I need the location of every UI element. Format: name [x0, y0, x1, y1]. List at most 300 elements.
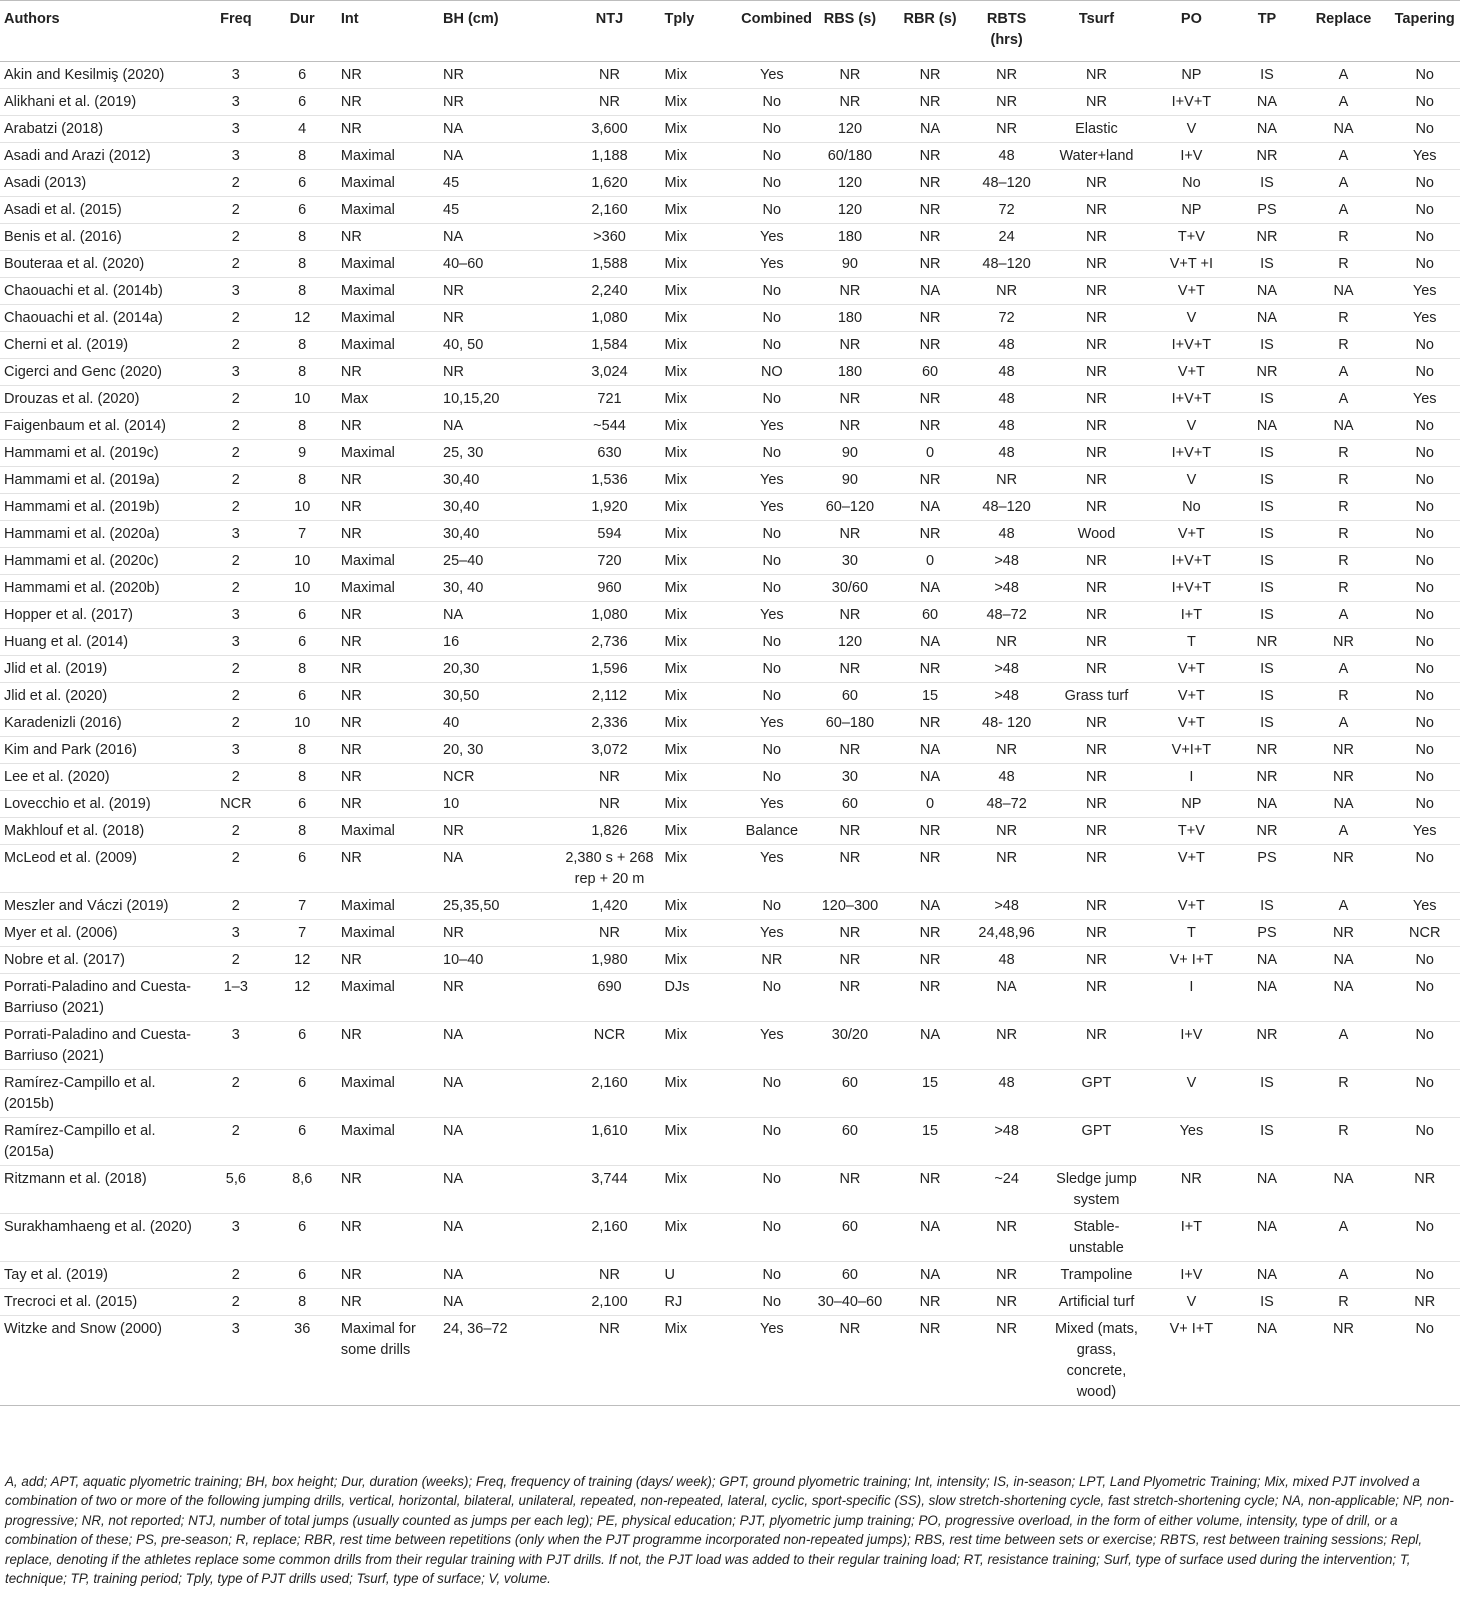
cell-ntj: 1,584 — [591, 336, 628, 353]
cell-rbts: 48–120 — [982, 174, 1031, 191]
table-row — [0, 197, 1460, 224]
cell-replace: NR — [1333, 633, 1354, 650]
cell-rbts: >48 — [994, 897, 1019, 914]
cell-dur: 8 — [298, 255, 307, 272]
table-row — [0, 683, 1460, 710]
cell-freq: 2 — [231, 309, 240, 326]
cell-po: V+ I+T — [1169, 1320, 1214, 1337]
cell-tapering: No — [1415, 1074, 1434, 1091]
cell-tsurf: NR — [1085, 309, 1107, 326]
cell-replace: R — [1338, 498, 1349, 515]
cell-rbr: 15 — [921, 1122, 939, 1139]
cell-tp: IS — [1260, 390, 1274, 407]
cell-rbts: 24,48,96 — [978, 924, 1035, 941]
cell-ntj: NR — [599, 924, 620, 941]
cell-tapering: No — [1415, 849, 1434, 866]
cell-tsurf: NR — [1085, 66, 1107, 83]
cell-ntj: 3,072 — [591, 741, 628, 758]
table-row — [0, 548, 1460, 575]
cell-dur: 6 — [298, 1218, 307, 1235]
cell-tapering: No — [1415, 174, 1434, 191]
cell-freq: 2 — [231, 228, 240, 245]
cell-tapering: No — [1415, 1122, 1434, 1139]
cell-ntj: 1,080 — [591, 309, 628, 326]
cell-rbs: 60 — [841, 1266, 858, 1283]
cell-replace: NA — [1333, 120, 1354, 137]
cell-freq: 3 — [231, 606, 240, 623]
cell-combined: Yes — [759, 924, 784, 941]
cell-combined: Yes — [759, 795, 784, 812]
cell-authors: Lovecchio et al. (2019) — [4, 795, 151, 812]
cell-tsurf: GPT — [1081, 1122, 1112, 1139]
cell-tsurf: NR — [1085, 93, 1107, 110]
cell-po: V+T +I — [1169, 255, 1214, 272]
cell-po: I+V+T — [1171, 579, 1212, 596]
cell-authors: Faigenbaum et al. (2014) — [4, 417, 167, 434]
table-row — [0, 920, 1460, 947]
header-int: Int — [337, 1, 439, 62]
cell-dur: 8 — [298, 282, 307, 299]
cell-tsurf: GPT — [1081, 1074, 1112, 1091]
cell-rbs: 90 — [841, 471, 858, 488]
cell-tp: NA — [1256, 1320, 1278, 1337]
cell-freq: 2 — [231, 714, 240, 731]
cell-ntj: NR — [599, 795, 620, 812]
cell-ntj: 1,080 — [591, 606, 628, 623]
cell-tp: NR — [1256, 228, 1278, 245]
cell-bh: 25,35,50 — [443, 897, 500, 914]
cell-tsurf: NR — [1085, 417, 1107, 434]
cell-int: Maximal for some drills — [340, 1320, 416, 1358]
table-row — [0, 764, 1460, 791]
cell-authors: Porrati-Paladino and Cuesta-Barriuso (2021) — [4, 1026, 191, 1064]
cell-tsurf: NR — [1085, 741, 1107, 758]
cell-authors: Hammami et al. (2019b) — [4, 498, 160, 515]
cell-tsurf: NR — [1085, 714, 1107, 731]
cell-rbts: NA — [996, 978, 1017, 995]
table-row — [0, 629, 1460, 656]
cell-bh: 24, 36–72 — [443, 1320, 508, 1337]
cell-po: V — [1186, 309, 1197, 326]
cell-replace: A — [1338, 714, 1349, 731]
cell-tp: NR — [1256, 633, 1278, 650]
cell-tp: IS — [1260, 687, 1274, 704]
cell-int: Maximal — [340, 897, 395, 914]
table-row — [0, 521, 1460, 548]
cell-bh: NA — [443, 1026, 464, 1043]
cell-freq: 5,6 — [225, 1170, 246, 1187]
cell-combined: Balance — [745, 822, 799, 839]
cell-bh: NR — [443, 363, 464, 380]
cell-replace: A — [1338, 822, 1349, 839]
cell-ntj: 2,736 — [591, 633, 628, 650]
cell-dur: 8 — [298, 768, 307, 785]
cell-tply: Mix — [664, 336, 688, 353]
cell-combined: No — [762, 282, 782, 299]
cell-freq: 2 — [231, 768, 240, 785]
cell-tapering: No — [1415, 1320, 1434, 1337]
cell-tply: Mix — [664, 606, 688, 623]
cell-dur: 6 — [298, 93, 307, 110]
cell-dur: 8 — [298, 471, 307, 488]
cell-dur: 6 — [298, 174, 307, 191]
cell-rbs: NR — [839, 93, 861, 110]
cell-rbs: NR — [839, 978, 861, 995]
cell-dur: 6 — [298, 606, 307, 623]
cell-tply: RJ — [664, 1293, 683, 1310]
cell-ntj: NR — [599, 93, 620, 110]
cell-rbr: 0 — [926, 552, 935, 569]
cell-tp: NR — [1256, 822, 1278, 839]
cell-tsurf: Trampoline — [1060, 1266, 1133, 1283]
cell-replace: A — [1338, 390, 1349, 407]
cell-combined: Yes — [759, 1026, 784, 1043]
cell-bh: NA — [443, 417, 464, 434]
cell-int: Maximal — [340, 309, 395, 326]
cell-po: I — [1189, 768, 1194, 785]
cell-combined: No — [762, 390, 782, 407]
cell-int: NR — [340, 93, 362, 110]
cell-dur: 8 — [298, 228, 307, 245]
cell-int: Maximal — [340, 552, 395, 569]
cell-combined: Yes — [759, 498, 784, 515]
cell-bh: NR — [443, 924, 464, 941]
cell-tapering: No — [1415, 363, 1434, 380]
cell-tp: IS — [1260, 444, 1274, 461]
cell-authors: Cigerci and Genc (2020) — [4, 363, 162, 380]
cell-bh: NR — [443, 822, 464, 839]
cell-po: V+T — [1177, 897, 1205, 914]
cell-tsurf: NR — [1085, 201, 1107, 218]
cell-freq: 2 — [231, 255, 240, 272]
cell-replace: A — [1338, 897, 1349, 914]
cell-rbs: NR — [839, 1320, 861, 1337]
cell-po: NP — [1181, 795, 1202, 812]
cell-tp: NA — [1256, 1218, 1278, 1235]
table-row — [0, 467, 1460, 494]
cell-dur: 6 — [298, 1074, 307, 1091]
cell-tapering: Yes — [1412, 309, 1437, 326]
cell-freq: 2 — [231, 579, 240, 596]
cell-int: NR — [340, 768, 362, 785]
cell-po: I+T — [1180, 606, 1203, 623]
cell-tsurf: NR — [1085, 606, 1107, 623]
cell-tp: NA — [1256, 795, 1278, 812]
cell-replace: NA — [1333, 795, 1354, 812]
cell-rbs: 90 — [841, 255, 858, 272]
cell-ntj: NR — [599, 1266, 620, 1283]
cell-tp: IS — [1260, 255, 1274, 272]
cell-ntj: NR — [599, 768, 620, 785]
cell-tply: Mix — [664, 1218, 688, 1235]
cell-rbr: 15 — [921, 1074, 939, 1091]
cell-tp: NA — [1256, 93, 1278, 110]
table-row — [0, 251, 1460, 278]
cell-tply: Mix — [664, 363, 688, 380]
cell-int: Maximal — [340, 1074, 395, 1091]
cell-authors: Hammami et al. (2019c) — [4, 444, 159, 461]
cell-replace: A — [1338, 606, 1349, 623]
cell-tapering: No — [1415, 120, 1434, 137]
table-row — [0, 386, 1460, 413]
cell-rbts: ~24 — [994, 1170, 1019, 1187]
cell-tply: Mix — [664, 741, 688, 758]
cell-tp: NA — [1256, 417, 1278, 434]
cell-rbts: 48–120 — [982, 498, 1031, 515]
cell-tp: NA — [1256, 309, 1278, 326]
cell-po: V+ I+T — [1169, 951, 1214, 968]
cell-tply: DJs — [664, 978, 690, 995]
cell-freq: 1–3 — [223, 978, 248, 995]
cell-tply: Mix — [664, 579, 688, 596]
cell-rbs: 60 — [841, 687, 858, 704]
cell-rbts: 48–72 — [986, 606, 1027, 623]
cell-tp: IS — [1260, 1293, 1274, 1310]
cell-po: I+V+T — [1171, 336, 1212, 353]
cell-int: Maximal — [340, 978, 395, 995]
cell-freq: 3 — [231, 1218, 240, 1235]
cell-tply: Mix — [664, 1320, 688, 1337]
cell-authors: Asadi and Arazi (2012) — [4, 147, 151, 164]
cell-int: NR — [340, 1266, 362, 1283]
cell-tapering: No — [1415, 579, 1434, 596]
cell-freq: 3 — [231, 363, 240, 380]
cell-rbs: NR — [839, 924, 861, 941]
cell-rbr: NR — [919, 390, 941, 407]
cell-rbts: NR — [996, 1266, 1018, 1283]
cell-int: Max — [340, 390, 369, 407]
cell-int: Maximal — [340, 174, 395, 191]
table-row — [0, 1022, 1460, 1070]
cell-dur: 10 — [294, 714, 311, 731]
table-row — [0, 791, 1460, 818]
cell-tp: NR — [1256, 768, 1278, 785]
cell-tsurf: Water+land — [1059, 147, 1134, 164]
cell-rbs: 60–120 — [825, 498, 875, 515]
cell-replace: NA — [1333, 417, 1354, 434]
cell-rbts: 48–120 — [982, 255, 1031, 272]
cell-int: NR — [340, 1218, 362, 1235]
cell-int: NR — [340, 687, 362, 704]
cell-rbr: NR — [919, 336, 941, 353]
cell-po: I+T — [1180, 1218, 1203, 1235]
cell-dur: 12 — [294, 309, 311, 326]
cell-authors: Kim and Park (2016) — [4, 741, 137, 758]
cell-tply: Mix — [664, 1170, 688, 1187]
cell-po: V+T — [1177, 525, 1205, 542]
cell-freq: 2 — [231, 1293, 240, 1310]
cell-rbr: NA — [919, 897, 941, 914]
cell-bh: 25, 30 — [443, 444, 484, 461]
cell-int: NR — [340, 951, 362, 968]
cell-authors: Jlid et al. (2019) — [4, 660, 108, 677]
cell-bh: NA — [443, 1266, 464, 1283]
cell-tp: IS — [1260, 606, 1274, 623]
cell-authors: Ramírez-Campillo et al. (2015a) — [4, 1122, 156, 1160]
cell-replace: NR — [1333, 741, 1354, 758]
cell-tapering: Yes — [1412, 897, 1437, 914]
cell-freq: 3 — [231, 1320, 240, 1337]
cell-authors: Cherni et al. (2019) — [4, 336, 129, 353]
cell-tp: IS — [1260, 1074, 1274, 1091]
cell-ntj: 1,920 — [591, 498, 628, 515]
cell-rbr: NA — [919, 1026, 941, 1043]
cell-bh: 25–40 — [443, 552, 484, 569]
cell-tp: IS — [1260, 660, 1274, 677]
cell-tsurf: Wood — [1077, 525, 1116, 542]
cell-rbts: NR — [996, 741, 1018, 758]
cell-combined: No — [762, 1074, 782, 1091]
cell-authors: Akin and Kesilmiş (2020) — [4, 66, 165, 83]
cell-freq: 2 — [231, 1074, 240, 1091]
cell-rbts: >48 — [994, 1122, 1019, 1139]
cell-rbs: NR — [839, 951, 861, 968]
cell-ntj: 720 — [597, 552, 622, 569]
cell-int: NR — [340, 795, 362, 812]
cell-authors: Ritzmann et al. (2018) — [4, 1170, 147, 1187]
cell-dur: 6 — [298, 1026, 307, 1043]
cell-rbs: 120 — [837, 174, 863, 191]
cell-combined: No — [762, 147, 782, 164]
cell-combined: No — [762, 201, 782, 218]
table-row — [0, 413, 1460, 440]
cell-po: V+T — [1177, 660, 1205, 677]
cell-replace: R — [1338, 1293, 1349, 1310]
cell-rbts: NR — [996, 471, 1018, 488]
cell-rbs: NR — [839, 282, 861, 299]
cell-bh: 30, 40 — [443, 579, 484, 596]
cell-po: V — [1186, 120, 1197, 137]
cell-dur: 6 — [298, 66, 307, 83]
cell-ntj: ~544 — [593, 417, 626, 434]
header-freq: Freq — [204, 1, 267, 62]
cell-int: NR — [340, 66, 362, 83]
cell-int: NR — [340, 714, 362, 731]
cell-rbr: NR — [919, 1293, 941, 1310]
cell-rbs: 120–300 — [821, 897, 879, 914]
cell-int: NR — [340, 660, 362, 677]
cell-tply: Mix — [664, 390, 688, 407]
cell-tply: Mix — [664, 174, 688, 191]
cell-tply: Mix — [664, 66, 688, 83]
table-row — [0, 143, 1460, 170]
cell-ntj: 960 — [597, 579, 622, 596]
cell-tp: NA — [1256, 978, 1278, 995]
cell-dur: 6 — [298, 849, 307, 866]
cell-freq: 2 — [231, 201, 240, 218]
cell-rbts: NR — [996, 1293, 1018, 1310]
cell-rbs: 180 — [837, 309, 863, 326]
cell-replace: NR — [1333, 849, 1354, 866]
cell-combined: No — [762, 687, 782, 704]
cell-int: NR — [340, 849, 362, 866]
cell-combined: No — [762, 633, 782, 650]
cell-tsurf: Elastic — [1075, 120, 1118, 137]
cell-rbs: 30–40–60 — [817, 1293, 883, 1310]
table-row — [0, 818, 1460, 845]
table-row — [0, 494, 1460, 521]
cell-ntj: 1,610 — [591, 1122, 628, 1139]
cell-rbr: NR — [919, 93, 941, 110]
table-row — [0, 170, 1460, 197]
cell-rbs: 30 — [841, 768, 858, 785]
cell-rbs: 60 — [841, 795, 858, 812]
cell-rbr: NA — [919, 633, 941, 650]
cell-rbts: 48 — [998, 525, 1015, 542]
cell-po: I+V+T — [1171, 390, 1212, 407]
cell-int: NR — [340, 471, 362, 488]
cell-tply: Mix — [664, 201, 688, 218]
cell-dur: 8 — [298, 417, 307, 434]
cell-rbs: NR — [839, 1170, 861, 1187]
cell-freq: NCR — [220, 795, 252, 812]
cell-tply: Mix — [664, 93, 688, 110]
cell-tp: NA — [1256, 120, 1278, 137]
cell-bh: NR — [443, 93, 464, 110]
cell-ntj: 1,980 — [591, 951, 628, 968]
cell-dur: 8 — [298, 741, 307, 758]
cell-dur: 7 — [298, 924, 307, 941]
cell-rbs: 60 — [841, 1074, 858, 1091]
cell-freq: 3 — [231, 1026, 240, 1043]
cell-authors: Benis et al. (2016) — [4, 228, 122, 245]
cell-tapering: No — [1415, 255, 1434, 272]
cell-rbs: 120 — [837, 201, 863, 218]
cell-tapering: No — [1415, 66, 1434, 83]
cell-dur: 12 — [294, 951, 311, 968]
table-row — [0, 1070, 1460, 1118]
cell-po: No — [1182, 498, 1201, 515]
cell-rbr: NR — [919, 1320, 941, 1337]
cell-freq: 2 — [231, 390, 240, 407]
cell-replace: R — [1338, 255, 1349, 272]
cell-rbr: NR — [919, 471, 941, 488]
cell-replace: A — [1338, 93, 1349, 110]
cell-bh: NA — [443, 228, 464, 245]
cell-tp: IS — [1260, 897, 1274, 914]
cell-int: Maximal — [340, 147, 395, 164]
cell-tsurf: NR — [1085, 471, 1107, 488]
cell-dur: 8 — [298, 1293, 307, 1310]
cell-tp: NR — [1256, 363, 1278, 380]
cell-freq: 2 — [231, 951, 240, 968]
cell-tsurf: NR — [1085, 336, 1107, 353]
cell-replace: A — [1338, 1218, 1349, 1235]
cell-combined: No — [762, 579, 782, 596]
table-row — [0, 62, 1460, 89]
cell-rbts: 48 — [998, 417, 1015, 434]
cell-replace: NR — [1333, 1320, 1354, 1337]
cell-tply: Mix — [664, 1122, 688, 1139]
cell-rbs: 30/60 — [831, 579, 869, 596]
cell-tply: Mix — [664, 1074, 688, 1091]
header-rbs: RBS (s) — [807, 1, 894, 62]
cell-dur: 10 — [294, 390, 311, 407]
cell-authors: Hopper et al. (2017) — [4, 606, 133, 623]
table-row — [0, 359, 1460, 386]
cell-rbs: 60 — [841, 1122, 858, 1139]
cell-rbts: 48 — [998, 444, 1015, 461]
cell-bh: 30,50 — [443, 687, 480, 704]
cell-tsurf: Artificial turf — [1058, 1293, 1135, 1310]
cell-po: No — [1182, 174, 1201, 191]
cell-tp: IS — [1260, 1122, 1274, 1139]
cell-freq: 3 — [231, 633, 240, 650]
cell-tsurf: NR — [1085, 363, 1107, 380]
cell-rbr: NA — [919, 741, 941, 758]
cell-tp: NA — [1256, 1170, 1278, 1187]
cell-replace: R — [1338, 525, 1349, 542]
